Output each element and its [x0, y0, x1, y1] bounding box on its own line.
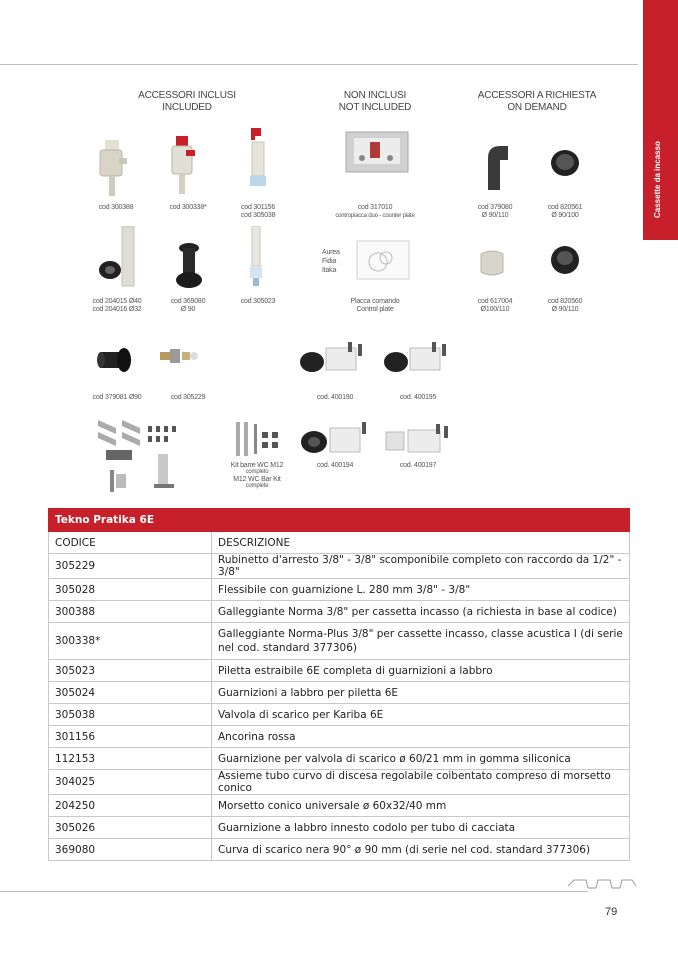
table-header-row: [49, 532, 630, 554]
caption-300388: cod 300388: [98, 204, 134, 211]
table-row: [49, 554, 630, 579]
cell-description: Flessibile con guarnizione L. 280 mm 3/8" - 3/8": [212, 579, 630, 601]
kit-400190-image: [298, 340, 372, 376]
caption-400190: cod. 400190: [316, 394, 354, 401]
caption-305023: cod 305023: [240, 298, 276, 305]
table-row: [49, 726, 630, 748]
fixing-hardware-image: [96, 414, 186, 496]
cell-description: Piletta estraibile 6E completa di guarnizioni a labbro: [212, 660, 630, 682]
page-ornament: [566, 876, 638, 894]
control-plate-models: Aurea Fidia Itaka: [322, 249, 340, 274]
caption-204015: cod 204015 Ø40 cod 204016 Ø32: [92, 298, 142, 313]
kit-400195-image: [382, 340, 456, 376]
drain-valve-301156-image: [247, 128, 269, 192]
spec-table: [48, 508, 630, 861]
caption-820561: cod 820561 Ø 90/100: [547, 204, 583, 219]
cell-code: 305026: [49, 817, 212, 839]
table-row: [49, 770, 630, 795]
caption-control-plate: Placca comando Control plate: [350, 298, 400, 313]
drain-305023-image: [246, 226, 266, 288]
table-row: [49, 748, 630, 770]
table-row: [49, 660, 630, 682]
reducer-617004-image: [478, 248, 506, 278]
header-on-demand: ACCESSORI A RICHIESTA ON DEMAND: [477, 90, 597, 113]
caption-400194: cod. 400194: [316, 462, 354, 469]
cell-description: Rubinetto d'arresto 3/8" - 3/8" scomponibile completo con raccordo da 1/2" - 3/8": [212, 554, 630, 579]
table-row: [49, 579, 630, 601]
cell-description: Galleggiante Norma-Plus 3/8" per cassette incasso, classe acustica I (di serie nel cod. standard 377306): [212, 623, 630, 660]
cell-description: Assieme tubo curvo di discesa regolabile coibentato compreso di morsetto conico: [212, 770, 630, 795]
cell-code: 305038: [49, 704, 212, 726]
cell-description: Ancorina rossa: [212, 726, 630, 748]
table-row: [49, 817, 630, 839]
cell-code: 369080: [49, 839, 212, 861]
cell-code: 301156: [49, 726, 212, 748]
header-included: ACCESSORI INCLUSI INCLUDED: [138, 90, 236, 113]
table-title-row: [49, 509, 630, 532]
table-row: [49, 601, 630, 623]
cell-description: Curva di scarico nera 90° ø 90 mm (di serie nel cod. standard 377306): [212, 839, 630, 861]
caption-300338: cod 300338*: [169, 204, 207, 211]
col-header-description: DESCRIZIONE: [212, 532, 630, 554]
table-row: [49, 682, 630, 704]
table-row: [49, 704, 630, 726]
section-tab: [643, 0, 678, 240]
table-row: [49, 623, 630, 660]
page-number: 79: [605, 906, 618, 918]
control-plate-image: [356, 240, 410, 282]
kit-400194-image: [298, 418, 372, 456]
bend-369080-image: [174, 242, 204, 290]
section-tab-label: Cassette da incasso: [653, 141, 662, 218]
caption-379081: cod 379081 Ø90: [92, 394, 142, 401]
cell-description: Valvola di scarico per Kariba 6E: [212, 704, 630, 726]
counter-plate-317010-image: [344, 130, 410, 176]
float-valve-300338-image: [168, 136, 198, 196]
caption-400195: cod. 400195: [399, 394, 437, 401]
cell-description: Guarnizione per valvola di scarico ø 60/21 mm in gomma siliconica: [212, 748, 630, 770]
caption-400197: cod. 400197: [399, 462, 437, 469]
bar-kit-m12-image: [232, 422, 282, 458]
caption-bar-kit: Kit barre WC M12 completo M12 WC Bar Kit complete: [230, 462, 284, 489]
adapter-820560-image: [550, 244, 580, 276]
caption-617004: cod 617004 Ø100/110: [477, 298, 513, 313]
stop-valve-305229-image: [160, 344, 198, 368]
cell-code: 305023: [49, 660, 212, 682]
cell-description: Guarnizione a labbro innesto codolo per tubo di cacciata: [212, 817, 630, 839]
col-header-code: CODICE: [49, 532, 212, 554]
cell-code: 305024: [49, 682, 212, 704]
cell-description: Morsetto conico universale ø 60x32/40 mm: [212, 795, 630, 817]
cell-code: 204250: [49, 795, 212, 817]
table-row: [49, 839, 630, 861]
caption-369080: cod 369080 Ø 90: [170, 298, 206, 313]
cell-code: 304025: [49, 770, 212, 795]
cell-code: 300388: [49, 601, 212, 623]
kit-400197-image: [384, 422, 458, 456]
caption-317010: cod 317010 contropiacca duo - counter plate: [335, 204, 415, 219]
cell-code: 300338*: [49, 623, 212, 660]
caption-379080: cod 379080 Ø 90/110: [477, 204, 513, 219]
caption-820560: cod 820560 Ø 90/110: [547, 298, 583, 313]
table-title: Tekno Pratika 6E: [49, 509, 212, 532]
bend-379081-image: [96, 344, 132, 374]
clamp-204015-image: [98, 226, 144, 288]
cell-code: 305028: [49, 579, 212, 601]
cell-description: Galleggiante Norma 3/8" per cassetta incasso (a richiesta in base al codice): [212, 601, 630, 623]
caption-305229: cod 305229: [170, 394, 206, 401]
header-not-included: NON INCLUSI NOT INCLUDED: [338, 90, 412, 113]
caption-301156: cod 301156 cod 305038: [240, 204, 276, 219]
cell-code: 112153: [49, 748, 212, 770]
adapter-820561-image: [550, 148, 580, 178]
table-row: [49, 795, 630, 817]
elbow-379080-image: [482, 140, 512, 192]
cell-description: Guarnizioni a labbro per piletta 6E: [212, 682, 630, 704]
top-rule: [0, 64, 638, 65]
float-valve-300388-image: [95, 140, 129, 198]
bottom-rule: [0, 891, 588, 892]
cell-code: 305229: [49, 554, 212, 579]
